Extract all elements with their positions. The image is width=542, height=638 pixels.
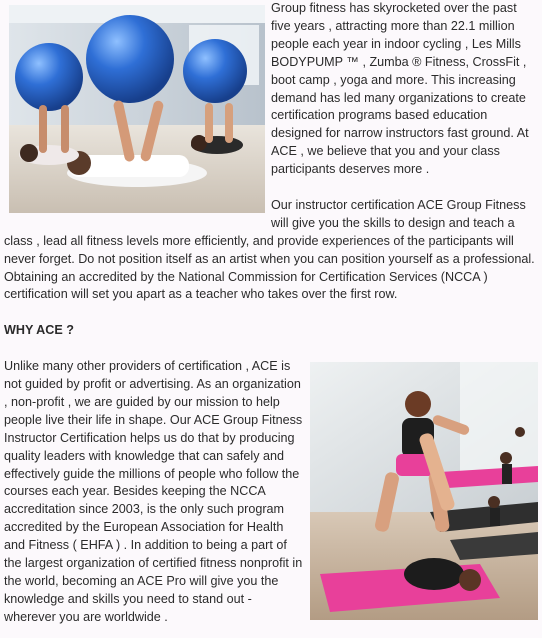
intro-paragraph: Group fitness has skyrocketed over the past five years , attracting more than 22.1 million people each year in indoor cycling , Les Mills BODYPUMP ™ , Zumba ® Fitness, CrossFit , boot camp , yoga and more. This increasing demand has led many organizations to create certification programs based education designed for narrow instructors fast ground. At ACE , we believe that you and your class participants deserves more . bbox=[271, 1, 529, 177]
stability-ball-class-illustration bbox=[9, 5, 265, 213]
why-ace-heading: WHY ACE ? bbox=[4, 323, 74, 338]
pilates-class-photo bbox=[310, 362, 538, 620]
pilates-class-illustration bbox=[310, 362, 538, 620]
why-ace-paragraph: Unlike many other providers of certification , ACE is not guided by profit or advertising. As an organization , non-profit , we are guided by our mission to help people live their life in shape. Our ACE Group Fitness Instructor Certification helps us do that by producing quality leaders with knowledge that can safely and effectively guide the millions of people who follow the courses each year. Besides keeping the NCCA accreditation since 2003, is the only such program accredited by the European Association for Health and Fitness ( EHFA ) . In addition to being a part of the largest organization of certified fitness nonprofit in the world, becoming an ACE Pro will give you the knowledge and skills you need to stand out - wherever you are worldwide . bbox=[4, 359, 303, 624]
stability-ball-class-photo bbox=[9, 5, 265, 213]
certification-paragraph: Our instructor certification ACE Group Fitness will give you the skills to design and teach a class , lead all fitness levels more efficiently, and provide experiences of the participants will never forget. Do not position itself as an artist when you can position yourself as a professional. Obtaining an accredited by the National Commission for Certification Services (NCCA ) certification will set you apart as a teacher who takes over the first row. bbox=[4, 197, 535, 302]
